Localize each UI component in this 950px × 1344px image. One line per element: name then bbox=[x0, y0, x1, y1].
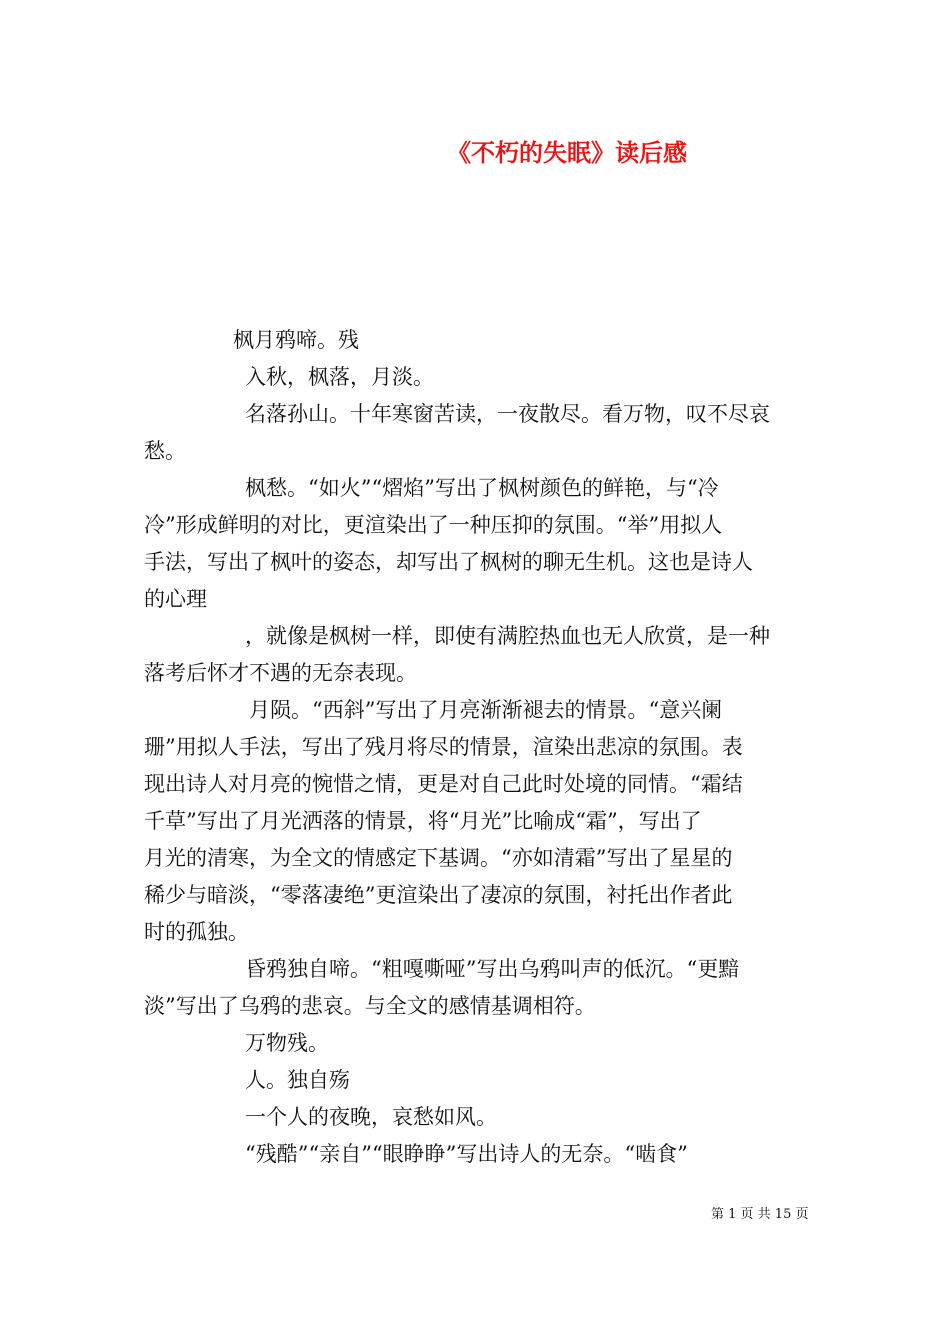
text-line: 入秋，枫落，月淡。 bbox=[245, 365, 434, 389]
text-line: 枫月鸦啼。残 bbox=[233, 328, 359, 352]
document-title: 《不朽的失眠》读后感 bbox=[447, 138, 687, 167]
text-line: 一个人的夜晚，哀愁如风。 bbox=[245, 1105, 497, 1129]
text-line: 万物残。 bbox=[245, 1031, 329, 1055]
page-number: 第 1 页 共 15 页 bbox=[711, 1207, 809, 1222]
text-line: 时的孤独。 bbox=[144, 920, 249, 944]
text-line: “残酷”“亲自”“眼睁睁”写出诗人的无奈。“啮食” bbox=[245, 1142, 688, 1166]
text-line: 冷”形成鲜明的对比，更渲染出了一种压抑的氛围。“举”用拟人 bbox=[144, 513, 723, 537]
text-line: 枫愁。“如火”“熠焰”写出了枫树颜色的鲜艳，与“冷 bbox=[245, 476, 719, 500]
text-line: 愁。 bbox=[144, 439, 186, 463]
text-line: 昏鸦独自啼。“粗嘎嘶哑”写出乌鸦叫声的低沉。“更黯 bbox=[245, 957, 740, 981]
text-line: 名落孙山。十年寒窗苦读，一夜散尽。看万物，叹不尽哀 bbox=[245, 402, 770, 426]
text-line: 的心理 bbox=[144, 587, 207, 611]
text-line: 现出诗人对月亮的惋惜之情，更是对自己此时处境的同情。“霜结 bbox=[144, 772, 743, 796]
text-line: 月陨。“西斜”写出了月亮渐渐褪去的情景。“意兴阑 bbox=[249, 698, 723, 722]
text-line: 手法，写出了枫叶的姿态，却写出了枫树的聊无生机。这也是诗人 bbox=[144, 550, 753, 574]
text-line: ，就像是枫树一样，即使有满腔热血也无人欣赏，是一种 bbox=[245, 624, 770, 648]
text-line: 珊”用拟人手法，写出了残月将尽的情景，渲染出悲凉的氛围。表 bbox=[144, 735, 743, 759]
text-line: 千草”写出了月光洒落的情景，将“月光”比喻成“霜”，写出了 bbox=[144, 809, 702, 833]
text-line: 稀少与暗淡，“零落凄绝”更渲染出了凄凉的氛围，衬托出作者此 bbox=[144, 883, 733, 907]
text-line: 人。独自殇 bbox=[245, 1068, 350, 1092]
text-line: 月光的清寒，为全文的情感定下基调。“亦如清霜”写出了星星的 bbox=[144, 846, 733, 870]
text-line: 落考后怀才不遇的无奈表现。 bbox=[144, 661, 417, 685]
text-line: 淡”写出了乌鸦的悲哀。与全文的感情基调相符。 bbox=[144, 994, 596, 1018]
